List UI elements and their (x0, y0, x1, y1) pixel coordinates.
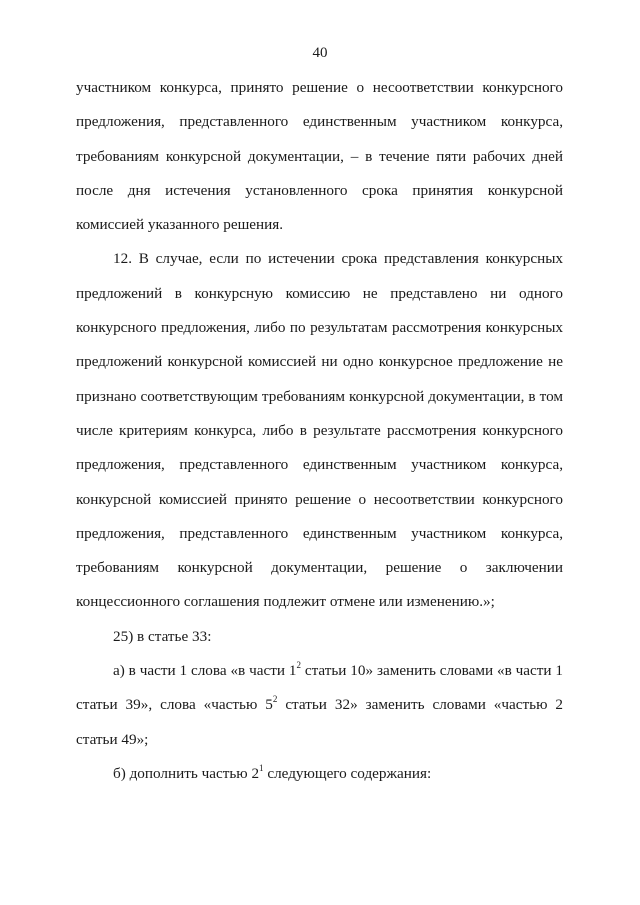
document-body (76, 71, 563, 791)
paragraph-item-12: 12. В случае, если по истечении срока представления конкурсных предложений в конкурсную комиссию не представлено ни одного конкурсного предложения, либо по результатам рассмотрения конкурсных предложений конкурсной комиссией ни одно конкурсное предложение не признано соответствующим требованиям конкурсной документации, в том числе критериям конкурса, либо в результате рассмотрения конкурсного предложения, представленного единственным участником конкурса, конкурсной комиссией принято решение о несоответствии конкурсного предложения, представленного единственным участником конкурса, требованиям конкурсной документации, решение о заключении концессионного соглашения подлежит отмене или изменению.»; (76, 250, 563, 611)
page-number: 40 (312, 45, 328, 61)
text-fragment: статьи 32» заменить словами «частью 2 статьи 49»; (76, 696, 563, 748)
text-fragment: следующего содержания: (263, 764, 432, 782)
text-fragment: б) дополнить частью 2 (113, 764, 260, 782)
paragraph-item-25: 25) в статье 33: (113, 627, 212, 645)
superscript: 1 (259, 762, 264, 773)
text-fragment: а) в части 1 слова «в части 1 (113, 662, 297, 680)
superscript: 2 (272, 694, 278, 705)
text-fragment: статьи 10» заменить словами «в части 1 статьи 39», слова «частью 5 (76, 662, 563, 714)
paragraph-continuation: участником конкурса, принято решение о несоответствии конкурсного предложения, представленного единственным участником конкурса, требованиям конкурсной документации, – в течение пяти рабочих дней после дня истечения установленного срока принятия конкурсной комиссией указанного решения. (76, 79, 563, 234)
paragraph-subitem-b (76, 757, 563, 791)
paragraph-subitem-a (76, 654, 563, 757)
superscript: 2 (296, 659, 301, 670)
